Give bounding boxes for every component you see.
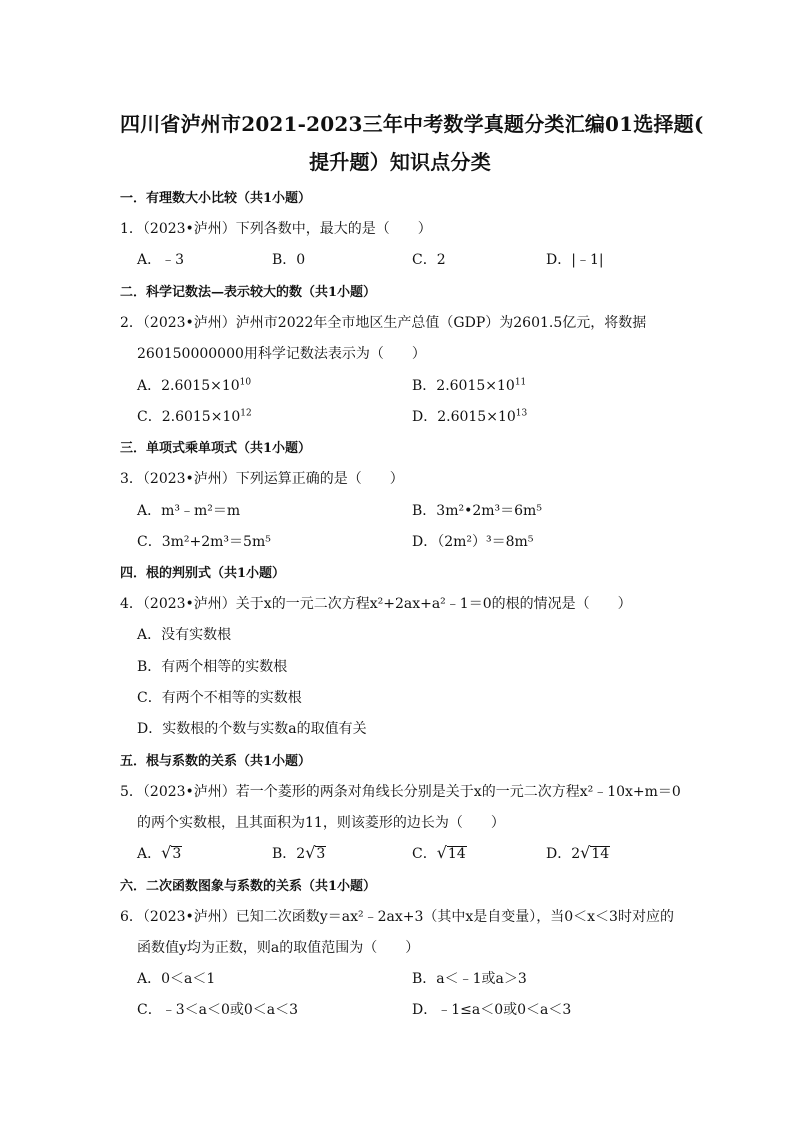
question-number: 5．	[120, 784, 143, 800]
option-exponent: 12	[240, 408, 252, 419]
option-label: B．2.6015×10	[412, 378, 515, 394]
sqrt-sign-icon: √	[305, 843, 316, 862]
question-line	[120, 781, 681, 801]
option-a: A．﹣3	[137, 252, 185, 268]
option-coefficient: 2	[296, 846, 306, 862]
option-a: A．没有实数根	[137, 627, 232, 643]
option-coefficient: 2	[571, 846, 581, 862]
option-d	[412, 406, 527, 426]
option-b: B．0	[272, 252, 306, 268]
option-a: A．0＜a＜1	[137, 971, 216, 987]
sqrt-sign-icon: √	[161, 843, 172, 862]
option-c: C．3m²+2m³＝5m⁵	[137, 534, 271, 550]
option-a	[137, 843, 182, 863]
option-label: A．2.6015×10	[137, 378, 240, 394]
radicand: 14	[591, 846, 610, 862]
option-prefix: D．	[546, 846, 572, 862]
question-number: 2．	[120, 315, 143, 331]
section-heading: 三．单项式乘单项式（共1小题）	[120, 441, 312, 456]
option-exponent: 13	[515, 408, 528, 419]
option-d	[546, 843, 610, 863]
sqrt-sign-icon: √	[580, 843, 591, 862]
option-c	[412, 843, 467, 863]
option-label: C．2.6015×10	[137, 409, 241, 425]
option-c: C．有两个不相等的实数根	[137, 690, 302, 706]
option-d: D．﹣1≤a＜0或0＜a＜3	[412, 1002, 572, 1018]
question-text: （2023•泸州）若一个菱形的两条对角线长分别是关于x的一元二次方程x²﹣10x+m＝0	[142, 784, 681, 800]
page-title-line-2: 提升题）知识点分类	[309, 150, 491, 174]
option-exponent: 11	[514, 377, 527, 388]
option-exponent: 10	[239, 377, 252, 388]
question-text: （2023•泸州）泸州市2022年全市地区生产总值（GDP）为2601.5亿元，将数据	[142, 315, 647, 331]
option-b: B．有两个相等的实数根	[137, 659, 288, 675]
option-prefix: C．	[412, 846, 437, 862]
question-continuation: 函数值y均为正数，则a的取值范围为（ ）	[137, 940, 420, 956]
option-a: A．m³﹣m²＝m	[137, 503, 241, 519]
question-number: 4．	[120, 596, 143, 612]
option-b: B．3m²•2m³＝6m⁵	[412, 503, 542, 519]
option-b	[272, 843, 326, 863]
question-line	[120, 218, 432, 238]
question-number: 1．	[120, 221, 143, 237]
question-continuation: 260150000000用科学记数法表示为（ ）	[137, 346, 426, 362]
option-a	[137, 375, 251, 395]
question-text: （2023•泸州）关于x的一元二次方程x²+2ax+a²﹣1＝0的根的情况是（ ）	[142, 596, 632, 612]
question-line	[120, 593, 632, 613]
section-heading: 一．有理数大小比较（共1小题）	[120, 191, 312, 206]
question-number: 6．	[120, 909, 143, 925]
question-continuation: 的两个实数根，且其面积为11，则该菱形的边长为（ ）	[137, 815, 505, 831]
question-line	[120, 906, 674, 926]
section-heading: 二．科学记数法—表示较大的数（共1小题）	[120, 285, 377, 300]
option-prefix: A．	[137, 846, 162, 862]
section-heading: 五．根与系数的关系（共1小题）	[120, 754, 312, 769]
option-d: D．实数根的个数与实数a的取值有关	[137, 721, 367, 737]
question-line	[120, 468, 404, 488]
question-line	[120, 312, 646, 332]
option-b	[412, 375, 526, 395]
question-text: （2023•泸州）下列运算正确的是（ ）	[142, 471, 404, 487]
option-c	[137, 406, 252, 426]
option-prefix: B．	[272, 846, 297, 862]
option-b: B．a＜﹣1或a＞3	[412, 971, 527, 987]
radicand: 3	[172, 846, 182, 862]
option-label: D．2.6015×10	[412, 409, 516, 425]
question-text: （2023•泸州）下列各数中，最大的是（ ）	[142, 221, 432, 237]
radicand: 14	[447, 846, 466, 862]
option-d: D．|﹣1|	[546, 252, 604, 268]
option-d: D．（2m²）³＝8m⁵	[412, 534, 534, 550]
sqrt-sign-icon: √	[436, 843, 447, 862]
question-number: 3．	[120, 471, 143, 487]
section-heading: 四．根的判别式（共1小题）	[120, 566, 286, 581]
question-text: （2023•泸州）已知二次函数y＝ax²﹣2ax+3（其中x是自变量），当0＜x＜3时对应的	[142, 909, 674, 925]
section-heading: 六．二次函数图象与系数的关系（共1小题）	[120, 879, 377, 894]
option-c: C．﹣3＜a＜0或0＜a＜3	[137, 1002, 299, 1018]
option-c: C．2	[412, 252, 446, 268]
radicand: 3	[316, 846, 326, 862]
page-title-line-1: 四川省泸州市2021-2023三年中考数学真题分类汇编01选择题(	[120, 112, 704, 136]
